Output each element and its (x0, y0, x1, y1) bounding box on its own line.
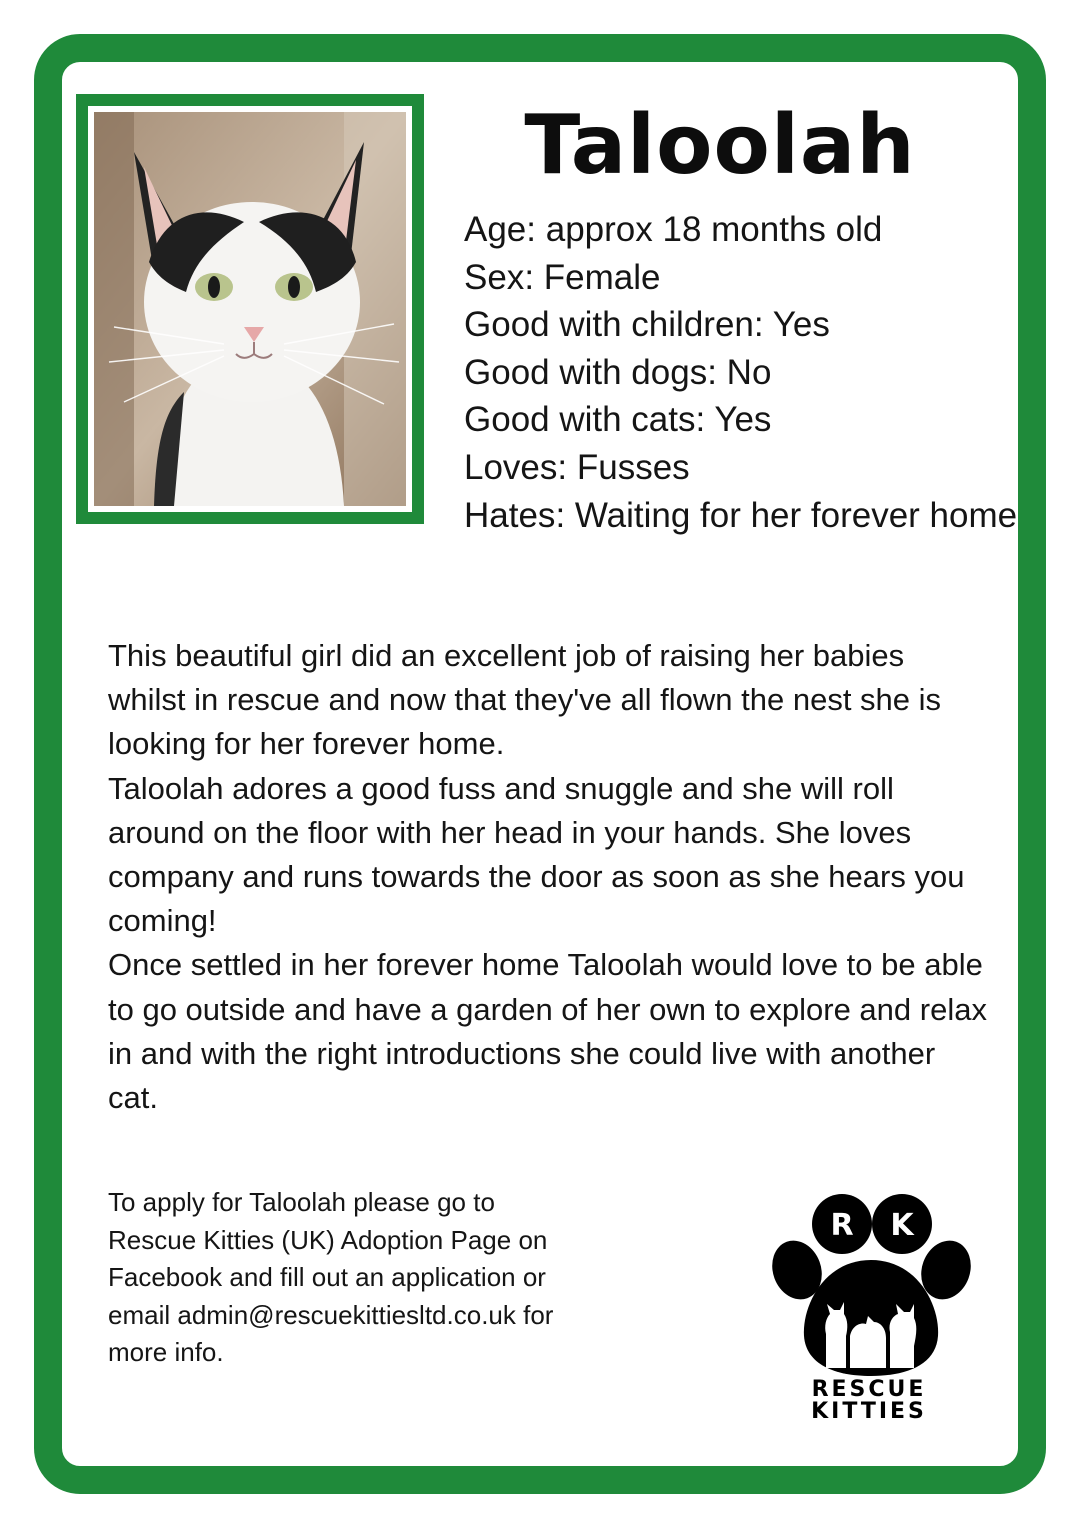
fact-value: Yes (772, 305, 830, 345)
fact-label: Age (464, 210, 527, 249)
fact-value: approx 18 months old (545, 210, 883, 249)
logo-line-rescue: RESCUE (811, 1377, 927, 1402)
cat-facts (464, 206, 1024, 539)
fact-label: Loves (464, 447, 558, 487)
fact-value: Fusses (576, 447, 690, 487)
fact-good-with-children: Good with children: Yes (464, 305, 830, 345)
logo-letter-r: R (830, 1208, 854, 1243)
fact-label: Sex (464, 257, 525, 297)
fact-loves: Loves: Fusses (464, 447, 690, 487)
fact-value: Waiting for her forever home (574, 495, 1018, 535)
cat-photo-frame (76, 94, 424, 524)
fact-value: Female (543, 257, 661, 297)
cat-name-title: Taloolah (524, 98, 916, 193)
cat-photo (94, 112, 406, 506)
story-paragraph: Once settled in her forever home Taloolah would love to be able to go outside and have a garden of her own to explore and relax in and with the right introductions she could live with another cat. (108, 947, 987, 1116)
fact-value: No (726, 352, 772, 392)
fact-sex: Sex: Female (464, 257, 661, 297)
fact-good-with-dogs: Good with dogs: No (464, 352, 772, 392)
apply-instructions: To apply for Taloolah please go to Rescue Kitties (UK) Adoption Page on Facebook and fill out an application or email admin@rescuekittiesltd.co.uk for more info. (108, 1187, 554, 1367)
fact-label: Good with cats (464, 400, 696, 440)
cat-description (108, 634, 988, 1120)
paw-print-icon (764, 1186, 974, 1422)
logo-line-kitties: KITTIES (811, 1399, 927, 1422)
rescue-kitties-logo (764, 1186, 974, 1422)
fact-age: Age: approx 18 months old (464, 210, 883, 249)
fact-label: Good with dogs (464, 352, 708, 392)
logo-letter-k: K (890, 1208, 914, 1243)
fact-hates: Hates: Waiting for her forever home (464, 495, 1018, 535)
story-paragraph: This beautiful girl did an excellent job of raising her babies whilst in rescue and now that they've all flown the nest she is looking for her forever home. (108, 638, 942, 762)
fact-label: Hates (464, 495, 556, 535)
fact-label: Good with children (464, 305, 754, 345)
fact-good-with-cats: Good with cats: Yes (464, 400, 772, 440)
fact-value: Yes (714, 400, 772, 440)
story-paragraph: Taloolah adores a good fuss and snuggle and she will roll around on the floor with her head in your hands. She loves company and runs towards the door as soon as she hears you coming! (108, 770, 965, 939)
